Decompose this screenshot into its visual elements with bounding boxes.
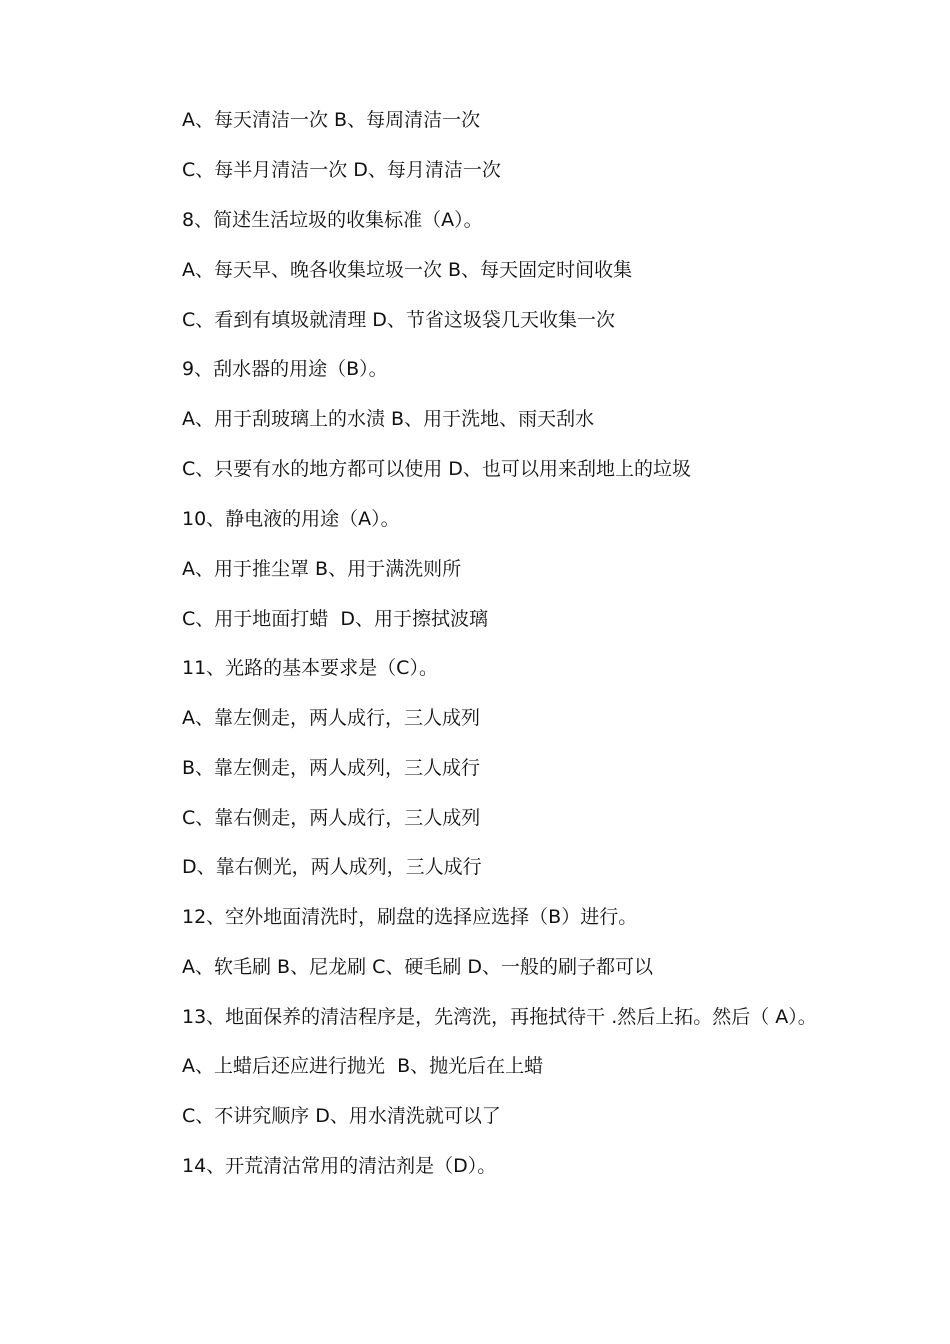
answer-options-line: C、只要有水的地方都可以使用 D、也可以用来刮地上的垃圾 [182,458,691,480]
answer-options-line: A、每天早、晚各收集垃圾一次 B、每天固定时间收集 [182,259,633,281]
answer-options-line: A、上蜡后还应进行抛光 B、抛光后在上蜡 [182,1055,544,1077]
answer-options-line: C、用于地面打蜡 D、用于擦拭波璃 [182,608,488,630]
question-line: 11、光路的基本要求是（C）。 [182,657,438,679]
answer-options-line: A、每天清洁一次 B、每周清洁一次 [182,109,481,131]
answer-option-line: D、靠右侧光，两人成列，三人成行 [182,856,482,878]
answer-options-line: A、软毛刷 B、尼龙刷 C、硬毛刷 D、一般的刷子都可以 [182,956,654,978]
answer-option-line: C、靠右侧走，两人成行，三人成列 [182,807,481,829]
question-line: 12、空外地面清洗时，刷盘的选择应选择（B）进行。 [182,906,638,928]
answer-options-line: A、用于刮玻璃上的水渍 B、用于洗地、雨天刮水 [182,408,595,430]
answer-option-line: A、靠左侧走，两人成行，三人成列 [182,707,480,729]
answer-option-line: B、靠左侧走，两人成列，三人成行 [182,757,481,779]
question-line: 13、地面保养的清洁程序是，先湾洗，再拖拭待干 .然后上拓。然后（ A）。 [182,1006,817,1028]
question-line: 14、开荒清沽常用的清沽剂是（D）。 [182,1155,497,1177]
question-line: 9、刮水器的用途（B）。 [182,358,388,380]
question-line: 10、静电液的用途（A）。 [182,508,400,530]
question-line: 8、简述生活垃圾的收集标准（A）。 [182,209,483,231]
answer-options-line: C、每半月清洁一次 D、每月清洁一次 [182,159,501,181]
answer-options-line: C、看到有填圾就清理 D、节省这圾袋几天收集一次 [182,309,615,331]
answer-options-line: A、用于推尘罩 B、用于满洗则所 [182,558,462,580]
answer-options-line: C、不讲究顺序 D、用水清洗就可以了 [182,1105,501,1127]
